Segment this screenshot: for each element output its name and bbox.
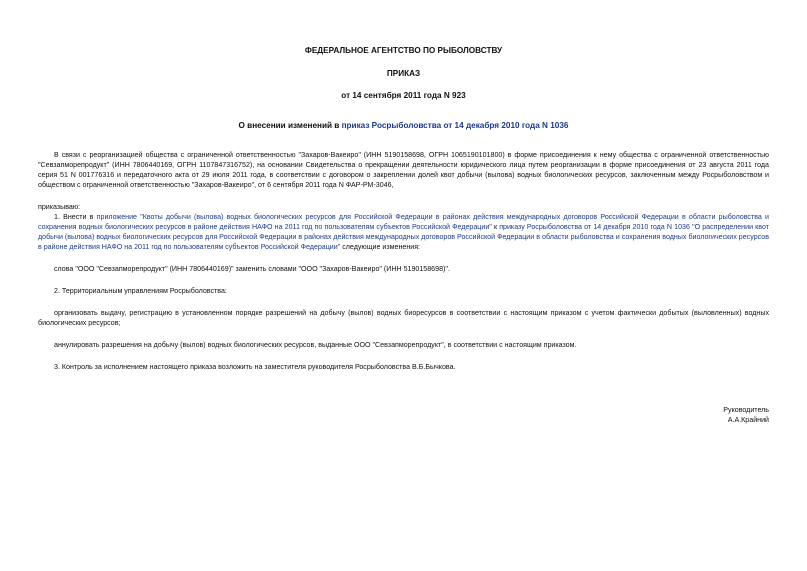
item-2b-paragraph: аннулировать разрешения на добычу (вылов) водных биологических ресурсов, выданные ООО "Севзапморепродукт", в соответствии с настоящим приказом. (54, 341, 577, 349)
item-1-suffix: следующие изменения: (340, 243, 421, 251)
preamble-paragraph: В связи с реорганизацией общества с ограниченной ответственностью "Захаров-Вакеиро" (ИНН 5190158698, ОГРН 1065190101800) в форме присоединения к нему общества с ограниченной ответственностью "Севзапморепродукт" (ИНН 7806440169, ОГРН 1107847316752), на основании Свидетельства о прекращении деятельности юридического лица путем реорганизации в форме присоединения от 23 августа 2011 года серия 51 N 001776316 и передаточного акта от 29 июля 2011 года, в соответствии с договором о закреплении долей квот добычи (вылова) водных биологических ресурсов, заключенным между Росрыболовством и обществом с ограниченной ответственностью "Захаров-Вакеиро", от 6 сентября 2011 года N ФАР-РМ-3046, (38, 151, 769, 189)
agency-title: ФЕДЕРАЛЬНОЕ АГЕНТСТВО ПО РЫБОЛОВСТВУ (304, 46, 503, 55)
appendix-link[interactable]: приложение "Квоты добычи (вылова) водных биологических ресурсов для Российской Федерации в районах действия международных договоров Российской Федерации в области рыболовства и сохранения водных биологических ресурсов в районе действия НАФО на 2011 год по пользователям субъектов Российской Федерации" (38, 213, 770, 231)
order-1036-link[interactable]: приказу Росрыболовства от 14 декабря 2010 года N 1036 "О распределении квот добычи (вылова) водных биологических ресурсов для Российской Федерации в районах действия международных договоров Российской Федерации в области рыболовства и сохранения водных биологических ресурсов в районе действия НАФО на 2011 год по пользователям субъектов Российской Федерации" (38, 223, 769, 251)
document-body (38, 150, 769, 372)
item-3-paragraph: 3. Контроль за исполнением настоящего приказа возложить на заместителя руководителя Росрыболовства В.Б.Бычкова. (54, 363, 456, 371)
signature-title: Руководитель (723, 406, 769, 414)
item-1-prefix: 1. Внести в (54, 213, 97, 221)
signature-block (723, 405, 769, 425)
item-1-mid: к (491, 223, 500, 231)
subject-prefix: О внесении изменений в (238, 121, 342, 130)
subject-link[interactable]: приказ Росрыболовства от 14 декабря 2010 года N 1036 (341, 121, 569, 130)
item-1-paragraph (38, 212, 769, 252)
document-date-number: от 14 сентября 2011 года N 923 (341, 91, 466, 100)
signature-name: А.А.Крайний (727, 416, 769, 424)
document-type: ПРИКАЗ (386, 69, 421, 78)
item-2a-paragraph: организовать выдачу, регистрацию в установленном порядке разрешений на добычу (вылов) водных биоресурсов в соответствии с настоящим приказом с учетом фактически добытых (выловленных) водных биологических ресурсов; (38, 309, 769, 327)
order-word: приказываю: (38, 203, 81, 211)
replace-paragraph: слова "ООО "Севзапморепродукт" (ИНН 7806440169)" заменить словами "ООО "Захаров-Вакеиро" (ИНН 5190158698)". (54, 265, 450, 273)
document-subject (0, 120, 807, 131)
item-2-paragraph: 2. Территориальным управлениям Росрыболовства: (54, 287, 227, 295)
